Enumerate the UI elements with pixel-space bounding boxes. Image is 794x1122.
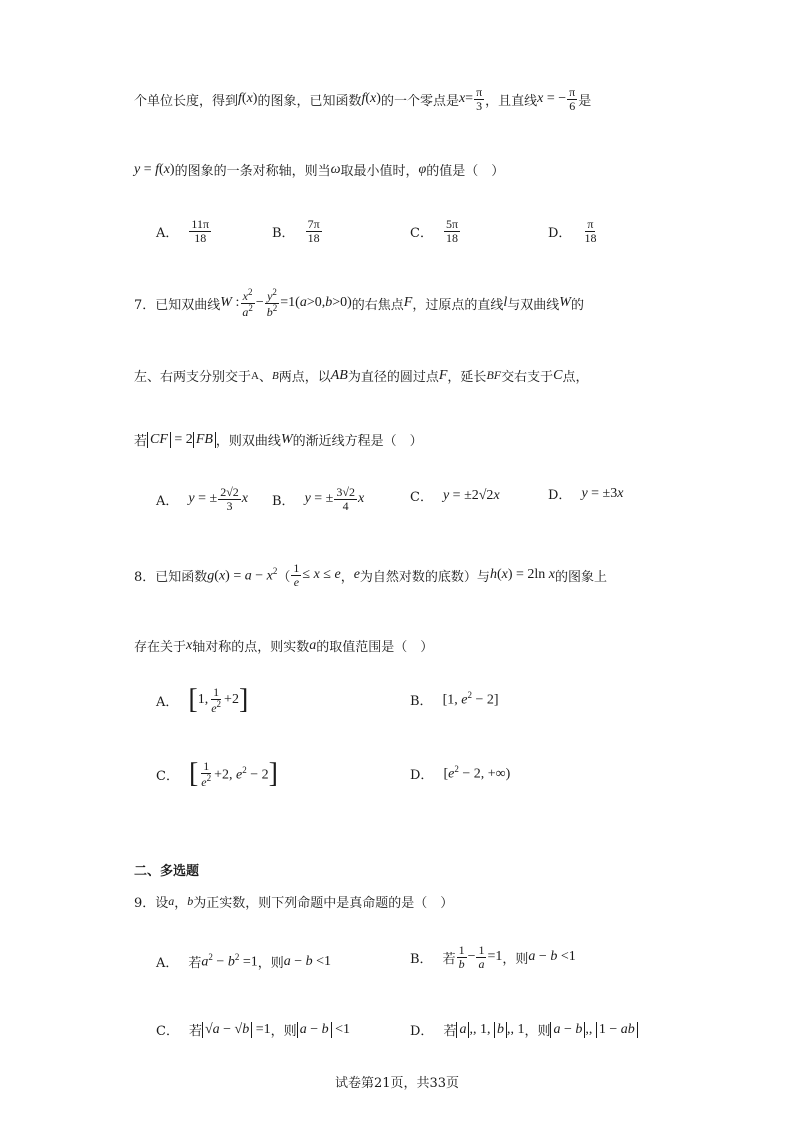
q7-option-b[interactable]: B． y = ± $\frac{3√2}{4}$ x bbox=[272, 485, 365, 513]
section-title: 二、多选题 bbox=[134, 864, 200, 879]
q8-option-b[interactable]: B． [1, $e^2 - 2$] bbox=[410, 690, 499, 709]
frac-pi-6: $\frac{\pi}{6}$ bbox=[569, 85, 576, 113]
q6-line-1: 个单位长度，得到 f ( x ) 的图象，已知函数 f ( x ) 的一个零点是 x = $\frac{\pi}{3}$ ，且直线 x = − $\frac{\pi}{6}$ 是 bbox=[134, 85, 592, 113]
q6-option-a[interactable]: A． $\frac{11\pi}{18}$ bbox=[156, 217, 210, 245]
q9-option-a[interactable]: A． 若 $a^2 - b^2 =1$ ， 则 a − b <1 bbox=[156, 952, 332, 971]
math-f-x: f bbox=[238, 91, 242, 107]
q8-option-c[interactable]: C． [ $\frac{1}{e^2}$ +2, $e^2 - 2$ ] bbox=[156, 758, 278, 790]
q8-option-a[interactable]: A． [ 1, $\frac{1}{e^2}$ +2 ] bbox=[156, 684, 249, 716]
q6-option-c[interactable]: C． $\frac{5\pi}{18}$ bbox=[410, 217, 459, 245]
frac-pi-3: $\frac{\pi}{3}$ bbox=[476, 85, 483, 113]
q7-line-3: 若 CF = 2 FB ，则双曲线 W 的渐近线方程是（ ） bbox=[134, 431, 423, 449]
page-footer: 试卷第21页，共33页 bbox=[334, 1076, 460, 1091]
q8-line-2: 存在关于 x 轴对称的点，则实数 a 的取值范围是（ ） bbox=[134, 637, 434, 655]
q9-option-d[interactable]: D． 若 a ,, 1, b ,, 1 ， 则 a − b ,, 1 − ab bbox=[410, 1020, 638, 1039]
q7-option-a[interactable]: A． y = ± $\frac{2√2}{3}$ x bbox=[156, 485, 249, 513]
q9-line-1: 9．设 a ， b 为正实数，则下列命题中是真命题的是（ ） bbox=[134, 894, 454, 911]
q7-option-c[interactable]: C． y = ±2√2x bbox=[410, 487, 500, 505]
q7-line-1: 7．已知双曲线 W : $\frac{x^2}{a^2}$ − $\frac{y^2}{b^2}$ =1(a>0,b>0) 的右焦点 F ，过原点的直线 l 与双曲线 W 的 bbox=[134, 287, 584, 319]
q6-option-b[interactable]: B． $\frac{7\pi}{18}$ bbox=[272, 217, 320, 245]
q6-option-d[interactable]: D． $\frac{\pi}{18}$ bbox=[548, 217, 597, 245]
q7-option-d[interactable]: D． y = ±3x bbox=[548, 485, 624, 503]
q7-line-2: 左、右两支分别交于 A 、 B 两点，以 AB 为直径的圆过点 F ，延长 BF 交右支于 C 点， bbox=[134, 367, 589, 385]
q8-line-1: 8．已知函数 $g(x) = a - x^2$ （ $\frac{1}{e}$ ≤ x ≤ e ， e 为自然对数的底数）与 h(x) = 2ln x 的图象上 bbox=[134, 561, 608, 589]
q8-option-d[interactable]: D． [$e^2 - 2$, +∞) bbox=[410, 764, 511, 783]
q9-option-b[interactable]: B． 若 $\frac{1}{b}$ − $\frac{1}{a}$ =1 ， 则 a − b <1 bbox=[410, 943, 576, 971]
q9-option-c[interactable]: C． 若 √a − √b =1 ， 则 a − b <1 bbox=[156, 1021, 350, 1039]
q6-line-2: y = f ( x ) 的图象的一条对称轴，则当 ω 取最小值时， φ 的值是（ ） bbox=[134, 161, 505, 179]
